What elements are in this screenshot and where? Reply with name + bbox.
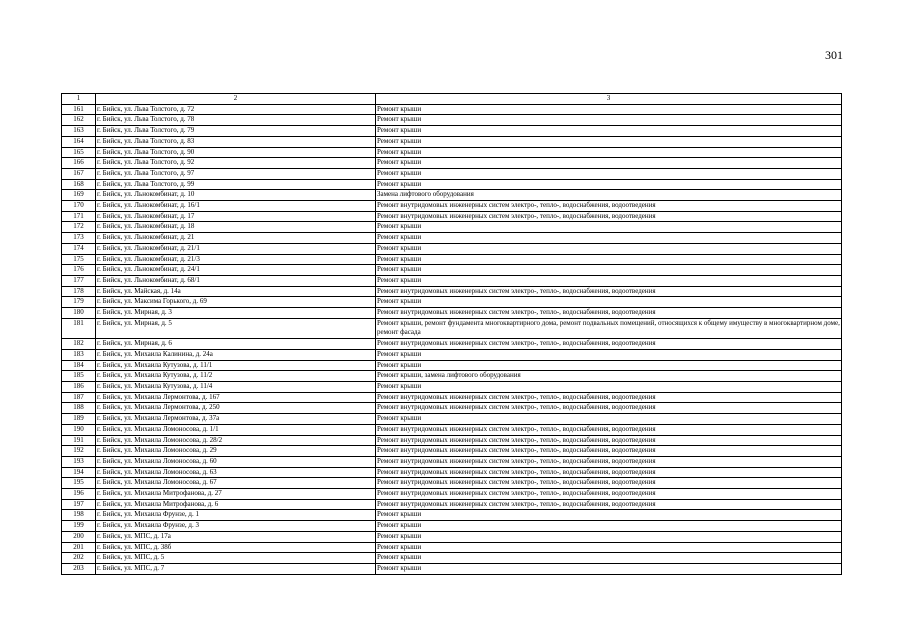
row-number-cell: 192 (62, 446, 96, 457)
address-cell: г. Бийск, ул. Михаила Лермонтова, д. 250 (96, 403, 376, 414)
address-cell: г. Бийск, ул. Мирная, д. 3 (96, 308, 376, 319)
address-cell: г. Бийск, ул. МПС, д. 38б (96, 542, 376, 553)
row-number-cell: 189 (62, 414, 96, 425)
table-row (62, 424, 842, 435)
table-row (62, 542, 842, 553)
row-number-cell: 164 (62, 136, 96, 147)
address-cell: г. Бийск, ул. МПС, д. 7 (96, 563, 376, 574)
table-row (62, 104, 842, 115)
row-number-cell: 173 (62, 233, 96, 244)
address-cell: г. Бийск, ул. Льнокомбинат, д. 24/1 (96, 265, 376, 276)
table-row (62, 275, 842, 286)
work-type-cell: Ремонт крыши (376, 136, 842, 147)
address-cell: г. Бийск, ул. Льнокомбинат, д. 68/1 (96, 275, 376, 286)
row-number-cell: 203 (62, 563, 96, 574)
table-row (62, 243, 842, 254)
address-cell: г. Бийск, ул. Михаила Ломоносова, д. 1/1 (96, 424, 376, 435)
work-type-cell: Ремонт внутридомовых инженерных систем электро-, тепло-, водоснабжения, водоотведения (376, 467, 842, 478)
address-cell: г. Бийск, ул. Михаила Ломоносова, д. 67 (96, 478, 376, 489)
address-cell: г. Бийск, ул. Льнокомбинат, д. 21/1 (96, 243, 376, 254)
address-cell: г. Бийск, ул. Максима Горького, д. 69 (96, 297, 376, 308)
address-cell: г. Бийск, ул. Михаила Калинина, д. 24а (96, 349, 376, 360)
table-row (62, 403, 842, 414)
work-type-cell: Ремонт внутридомовых инженерных систем электро-, тепло-, водоснабжения, водоотведения (376, 211, 842, 222)
table-row (62, 489, 842, 500)
work-type-cell: Ремонт крыши (376, 414, 842, 425)
table-row (62, 136, 842, 147)
address-cell: г. Бийск, ул. Михаила Фрунзе, д. 1 (96, 510, 376, 521)
address-cell: г. Бийск, ул. Мирная, д. 6 (96, 339, 376, 350)
address-cell: г. Бийск, ул. Михаила Ломоносова, д. 28/2 (96, 435, 376, 446)
table-row (62, 339, 842, 350)
table-row (62, 371, 842, 382)
row-number-cell: 187 (62, 392, 96, 403)
address-cell: г. Бийск, ул. МПС, д. 17а (96, 531, 376, 542)
work-type-cell: Ремонт крыши (376, 126, 842, 137)
row-number-cell: 163 (62, 126, 96, 137)
row-number-cell: 183 (62, 349, 96, 360)
row-number-cell: 162 (62, 115, 96, 126)
work-type-cell: Ремонт внутридомовых инженерных систем электро-, тепло-, водоснабжения, водоотведения (376, 456, 842, 467)
work-type-cell: Ремонт крыши (376, 233, 842, 244)
table-row (62, 115, 842, 126)
work-type-cell: Ремонт крыши (376, 104, 842, 115)
row-number-cell: 176 (62, 265, 96, 276)
address-cell: г. Бийск, ул. Михаила Ломоносова, д. 60 (96, 456, 376, 467)
work-type-cell: Ремонт крыши (376, 158, 842, 169)
row-number-cell: 196 (62, 489, 96, 500)
row-number-cell: 170 (62, 201, 96, 212)
address-cell: г. Бийск, ул. Льва Толстого, д. 97 (96, 168, 376, 179)
row-number-cell: 200 (62, 531, 96, 542)
work-type-cell: Ремонт внутридомовых инженерных систем электро-, тепло-, водоснабжения, водоотведения (376, 339, 842, 350)
work-type-cell: Ремонт внутридомовых инженерных систем электро-, тепло-, водоснабжения, водоотведения (376, 499, 842, 510)
work-type-cell: Ремонт крыши (376, 563, 842, 574)
table-row (62, 254, 842, 265)
work-type-cell: Ремонт внутридомовых инженерных систем электро-, тепло-, водоснабжения, водоотведения (376, 392, 842, 403)
table-row (62, 553, 842, 564)
address-cell: г. Бийск, ул. Льва Толстого, д. 99 (96, 179, 376, 190)
row-number-cell: 168 (62, 179, 96, 190)
address-cell: г. Бийск, ул. Майская, д. 14а (96, 286, 376, 297)
row-number-cell: 175 (62, 254, 96, 265)
row-number-cell: 180 (62, 308, 96, 319)
address-cell: г. Бийск, ул. Михаила Фрунзе, д. 3 (96, 521, 376, 532)
address-cell: г. Бийск, ул. Мирная, д. 5 (96, 318, 376, 338)
work-type-cell: Ремонт внутридомовых инженерных систем электро-, тепло-, водоснабжения, водоотведения (376, 489, 842, 500)
work-type-cell: Ремонт внутридомовых инженерных систем электро-, тепло-, водоснабжения, водоотведения (376, 446, 842, 457)
table-row (62, 265, 842, 276)
row-number-cell: 185 (62, 371, 96, 382)
address-cell: г. Бийск, ул. Михаила Митрофанова, д. 27 (96, 489, 376, 500)
row-number-cell: 190 (62, 424, 96, 435)
table-row (62, 297, 842, 308)
work-type-cell: Ремонт крыши (376, 115, 842, 126)
table-row (62, 435, 842, 446)
row-number-cell: 191 (62, 435, 96, 446)
work-type-cell: Ремонт внутридомовых инженерных систем электро-, тепло-, водоснабжения, водоотведения (376, 478, 842, 489)
work-type-cell: Ремонт крыши (376, 243, 842, 254)
work-type-cell: Ремонт крыши (376, 179, 842, 190)
row-number-cell: 186 (62, 381, 96, 392)
table-row (62, 381, 842, 392)
works-table-body (62, 94, 842, 575)
work-type-cell: Ремонт внутридомовых инженерных систем электро-, тепло-, водоснабжения, водоотведения (376, 286, 842, 297)
work-type-cell: Ремонт крыши (376, 297, 842, 308)
table-row (62, 318, 842, 338)
table-row (62, 392, 842, 403)
work-type-cell: Ремонт крыши (376, 254, 842, 265)
row-number-cell: 202 (62, 553, 96, 564)
row-number-cell: 172 (62, 222, 96, 233)
table-row (62, 233, 842, 244)
row-number-cell: 198 (62, 510, 96, 521)
address-cell: г. Бийск, ул. Михаила Кутузова, д. 11/4 (96, 381, 376, 392)
table-row (62, 158, 842, 169)
works-table-container (61, 93, 841, 575)
address-cell: г. Бийск, ул. Льва Толстого, д. 79 (96, 126, 376, 137)
address-cell: г. Бийск, ул. Льва Толстого, д. 78 (96, 115, 376, 126)
row-number-cell: 188 (62, 403, 96, 414)
table-row (62, 201, 842, 212)
table-row (62, 147, 842, 158)
work-type-cell: Ремонт крыши (376, 521, 842, 532)
row-number-cell: 195 (62, 478, 96, 489)
address-cell: г. Бийск, ул. Михаила Ломоносова, д. 29 (96, 446, 376, 457)
row-number-cell: 182 (62, 339, 96, 350)
row-number-cell: 194 (62, 467, 96, 478)
work-type-cell: Ремонт крыши (376, 510, 842, 521)
work-type-cell: Ремонт крыши (376, 542, 842, 553)
work-type-cell: Ремонт крыши (376, 168, 842, 179)
table-row (62, 446, 842, 457)
table-row (62, 478, 842, 489)
header-cell-1: 1 (62, 94, 96, 105)
table-row (62, 467, 842, 478)
address-cell: г. Бийск, ул. Льнокомбинат, д. 18 (96, 222, 376, 233)
row-number-cell: 201 (62, 542, 96, 553)
header-cell-3: 3 (376, 94, 842, 105)
table-row (62, 179, 842, 190)
work-type-cell: Ремонт внутридомовых инженерных систем электро-, тепло-, водоснабжения, водоотведения (376, 435, 842, 446)
work-type-cell: Ремонт крыши (376, 275, 842, 286)
row-number-cell: 169 (62, 190, 96, 201)
row-number-cell: 184 (62, 360, 96, 371)
row-number-cell: 166 (62, 158, 96, 169)
row-number-cell: 174 (62, 243, 96, 254)
row-number-cell: 193 (62, 456, 96, 467)
work-type-cell: Ремонт крыши (376, 381, 842, 392)
table-row (62, 211, 842, 222)
row-number-cell: 179 (62, 297, 96, 308)
table-row (62, 510, 842, 521)
row-number-cell: 161 (62, 104, 96, 115)
table-row (62, 499, 842, 510)
work-type-cell: Ремонт крыши, ремонт фундамента многоквартирного дома, ремонт подвальных помещений, относящихся к общему имуществу в многоквартирном доме, ремонт фасада (376, 318, 842, 338)
table-row (62, 190, 842, 201)
header-cell-2: 2 (96, 94, 376, 105)
address-cell: г. Бийск, ул. Льва Толстого, д. 83 (96, 136, 376, 147)
address-cell: г. Бийск, ул. Льнокомбинат, д. 16/1 (96, 201, 376, 212)
table-row (62, 349, 842, 360)
table-header-row (62, 94, 842, 105)
row-number-cell: 199 (62, 521, 96, 532)
page-number: 301 (825, 48, 843, 62)
table-row (62, 521, 842, 532)
address-cell: г. Бийск, ул. Михаила Кутузова, д. 11/1 (96, 360, 376, 371)
row-number-cell: 181 (62, 318, 96, 338)
work-type-cell: Ремонт крыши (376, 147, 842, 158)
address-cell: г. Бийск, ул. Михаила Лермонтова, д. 37а (96, 414, 376, 425)
table-row (62, 222, 842, 233)
work-type-cell: Ремонт крыши (376, 222, 842, 233)
table-row (62, 563, 842, 574)
address-cell: г. Бийск, ул. Льва Толстого, д. 92 (96, 158, 376, 169)
work-type-cell: Ремонт внутридомовых инженерных систем электро-, тепло-, водоснабжения, водоотведения (376, 424, 842, 435)
table-row (62, 456, 842, 467)
work-type-cell: Ремонт крыши (376, 360, 842, 371)
work-type-cell: Ремонт внутридомовых инженерных систем электро-, тепло-, водоснабжения, водоотведения (376, 201, 842, 212)
works-table (61, 93, 842, 575)
address-cell: г. Бийск, ул. Михаила Ломоносова, д. 63 (96, 467, 376, 478)
address-cell: г. Бийск, ул. Льнокомбинат, д. 10 (96, 190, 376, 201)
address-cell: г. Бийск, ул. Михаила Кутузова, д. 11/2 (96, 371, 376, 382)
table-row (62, 531, 842, 542)
address-cell: г. Бийск, ул. Льнокомбинат, д. 21 (96, 233, 376, 244)
address-cell: г. Бийск, ул. Михаила Митрофанова, д. 6 (96, 499, 376, 510)
row-number-cell: 165 (62, 147, 96, 158)
table-row (62, 286, 842, 297)
address-cell: г. Бийск, ул. МПС, д. 5 (96, 553, 376, 564)
table-row (62, 168, 842, 179)
address-cell: г. Бийск, ул. Льва Толстого, д. 72 (96, 104, 376, 115)
row-number-cell: 197 (62, 499, 96, 510)
table-row (62, 414, 842, 425)
work-type-cell: Ремонт крыши (376, 265, 842, 276)
row-number-cell: 178 (62, 286, 96, 297)
row-number-cell: 167 (62, 168, 96, 179)
table-row (62, 308, 842, 319)
work-type-cell: Ремонт крыши (376, 349, 842, 360)
work-type-cell: Ремонт крыши (376, 531, 842, 542)
table-row (62, 360, 842, 371)
work-type-cell: Замена лифтового оборудования (376, 190, 842, 201)
work-type-cell: Ремонт внутридомовых инженерных систем электро-, тепло-, водоснабжения, водоотведения (376, 403, 842, 414)
row-number-cell: 171 (62, 211, 96, 222)
address-cell: г. Бийск, ул. Льнокомбинат, д. 21/3 (96, 254, 376, 265)
row-number-cell: 177 (62, 275, 96, 286)
address-cell: г. Бийск, ул. Льва Толстого, д. 90 (96, 147, 376, 158)
work-type-cell: Ремонт внутридомовых инженерных систем электро-, тепло-, водоснабжения, водоотведения (376, 308, 842, 319)
address-cell: г. Бийск, ул. Льнокомбинат, д. 17 (96, 211, 376, 222)
work-type-cell: Ремонт крыши, замена лифтового оборудования (376, 371, 842, 382)
address-cell: г. Бийск, ул. Михаила Лермонтова, д. 167 (96, 392, 376, 403)
table-row (62, 126, 842, 137)
work-type-cell: Ремонт крыши (376, 553, 842, 564)
